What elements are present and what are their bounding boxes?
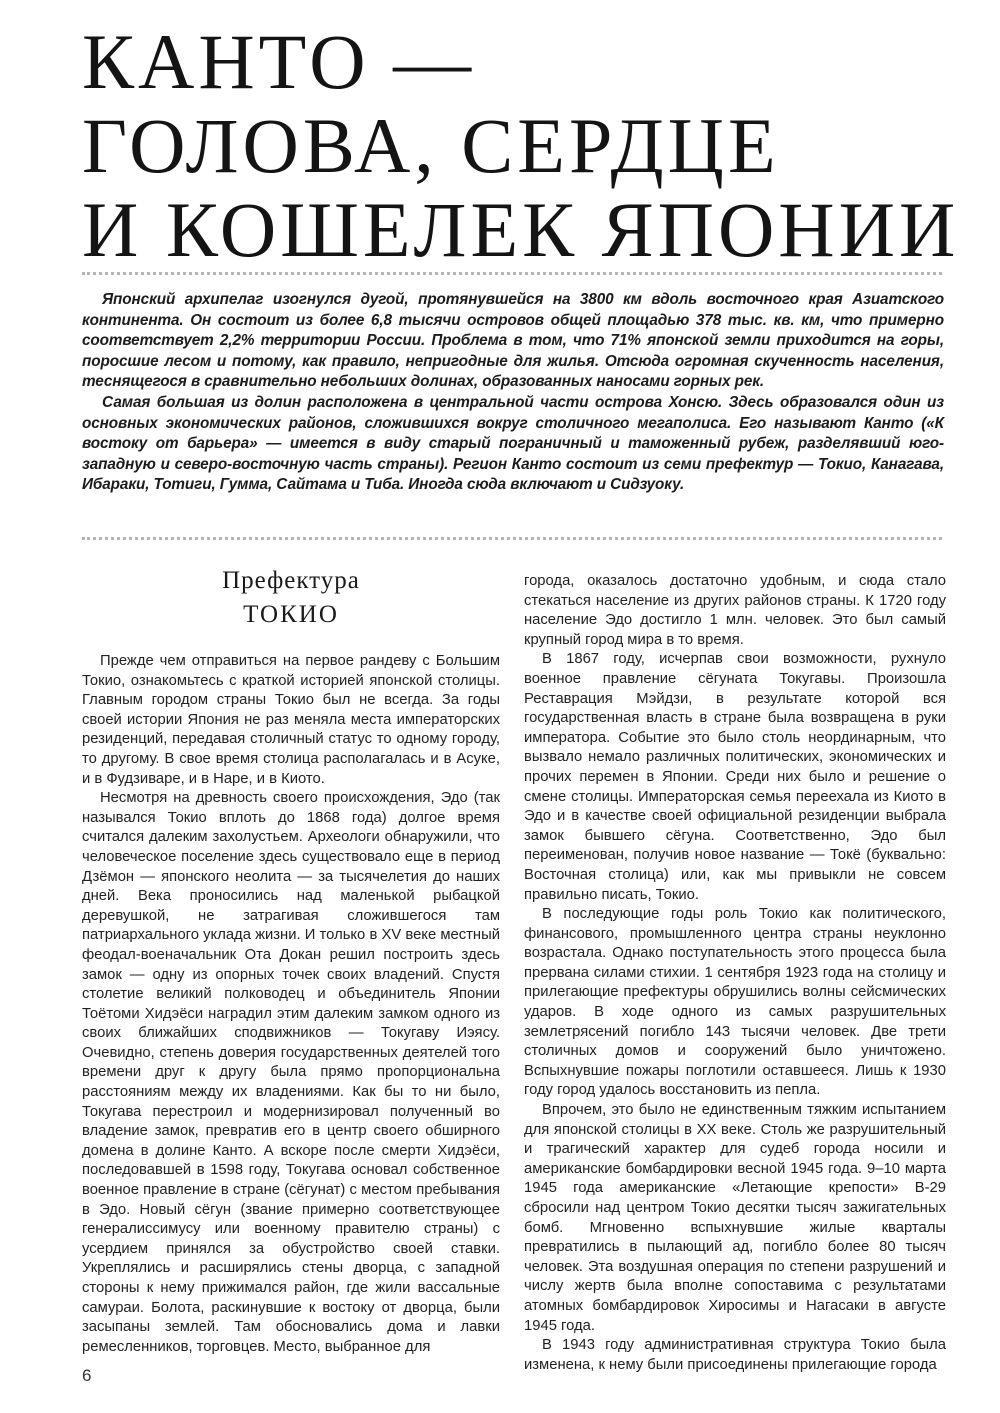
left-text-column bbox=[82, 652, 500, 1357]
body-paragraph: В последующие годы роль Токио как политического, финансового, промышленного центра страны неуклонно возрастала. Однако поступательность этого процесса была прервана силами стихии. 1 сентября 1923 года на столицу и прилегающие префектуры обрушились волны сейсмических ударов. В ходе одного из самых разрушительных землетрясений погибло 143 тысячи человек. Две трети столичных домов и сооружений было уничтожено. Вспыхнувшие пожары поглотили оставшееся. Лишь к 1930 году город удалось восстановить из пепла. bbox=[524, 906, 946, 1099]
lead-paragraph-1: Японский архипелаг изогнулся дугой, протянувшейся на 3800 км вдоль восточного края Азиатского континента. Он состоит из более 6,8 тысячи островов общей площадью 378 тыс. кв. км, что примерно соответствует 2,2% территории России. Проблема в том, что 71% японской земли приходится на горы, поросшие лесом и потому, как правило, непригодные для жилья. Отсюда огромная скученность населения, теснящегося в сравнительно небольших долинах, образованных наносами горных рек. bbox=[82, 291, 944, 391]
body-paragraph: В 1867 году, исчерпав свои возможности, рухнуло военное правление сёгуната Токугавы. Произошла Реставрация Мэйдзи, в результате которой вся государственная власть в стране была возвращена в руки императора. Событие это было столь неординарным, что вызвало немало различных политических, экономических и прочих перемен в Японии. Среди них было и решение о смене столицы. Императорская семья переехала из Киото в Эдо и в качестве своей официальной резиденции выбрала замок бывшего сёгуна. Соответственно, Эдо был переименован, получив новое название — Токё (буквально: Восточная столица) или, как мы привыкли не совсем правильно писать, Токио. bbox=[524, 651, 946, 903]
title-line-1: КАНТО — bbox=[82, 18, 476, 105]
section-heading-line-2: ТОКИО bbox=[243, 601, 339, 628]
body-paragraph: города, оказалось достаточно удобным, и сюда стало стекаться население из других районов страны. К 1720 году население Эдо достигло 1 млн. человек. Это был самый крупный город мира в то время. bbox=[524, 573, 946, 648]
title-line-3: И КОШЕЛЕК ЯПОНИИ bbox=[82, 186, 960, 273]
body-paragraph: Впрочем, это было не единственным тяжким испытанием для японской столицы в XX веке. Столь же разрушительный и трагический характер для судеб города носили и американские бомбардировки весной 1945 года. 9–10 марта 1945 года американские «Летающие крепости» B-29 сбросили над центром Токио десятки тысяч зажигательных бомб. Мгновенно вспыхнувшие жилые кварталы превратились в пылающий ад, погибло более 80 тысяч человек. Эта воздушная операция по степени разрушений и числу жертв была вполне сопоставима с результатами атомных бомбардировок Хиросимы и Нагасаки в августе 1945 года. bbox=[524, 1102, 946, 1334]
title-line-2: ГОЛОВА, СЕРДЦЕ bbox=[82, 102, 780, 189]
bottom-dotted-divider bbox=[82, 537, 942, 540]
section-heading bbox=[82, 566, 500, 634]
body-paragraph: Несмотря на древность своего происхождения, Эдо (так назывался Токио вплоть до 1868 года) долгое время считался далеким захолустьем. Археологи обнаружили, что человеческое поселение здесь существовало еще в период Дзёмон — японского неолита — за тысячелетия до наших дней. Века проносились над маленькой рыбацкой деревушкой, не затрагивая сложившегося там патриархального уклада жизни. И только в XV веке местный феодал-военачальник Ота Докан решил построить здесь замок — одну из опорных точек своих владений. Спустя столетие великий полководец и объединитель Японии Тоётоми Хидэёси наградил этим далеким замком одного из своих ближайших сподвижников — Токугаву Иэясу. Очевидно, степень доверия государственных деятелей того времени друг к другу была прямо пропорциональна расстояниям между их владениями. Как бы то ни было, Токугава перестроил и модернизировал полученный во владение замок, превратив его в центр своего обширного домена в долине Канто. А вскоре после смерти Хидэёси, последовавшей в 1598 году, Токугава основал собственное военное правление в стране (сёгунат) с местом пребывания в Эдо. Новый сёгун (звание примерно соответствующее генералиссимусу или военному правителю страны) с усердием принялся за обустройство своей ставки. Укреплялись и расширялись стены дворца, с западной стороны к нему прижимался район, где жили вассальные самураи. Болота, раскинувшие к востоку от дворца, были засыпаны землей. Там обосновались дома и лавки ремесленников, торговцев. Место, выбранное для bbox=[82, 790, 500, 1355]
body-paragraph: Прежде чем отправиться на первое рандеву с Большим Токио, ознакомьтесь с краткой историей японской столицы. Главным городом страны Токио был не всегда. За годы своей истории Япония не раз меняла места императорских резиденций, передавая столичный статус то одному городу, то другому. В свое время столица располагалась и в Асуке, и в Фудзиваре, и в Наре, и в Киото. bbox=[82, 653, 500, 787]
section-heading-line-1: Префектура bbox=[222, 567, 360, 594]
top-dotted-divider bbox=[82, 272, 942, 275]
page-number: 6 bbox=[82, 1366, 92, 1385]
lead-intro bbox=[82, 290, 944, 496]
body-paragraph: В 1943 году административная структура Токио была изменена, к нему были присоединены прилегающие города bbox=[524, 1337, 946, 1373]
right-text-column bbox=[524, 572, 946, 1375]
lead-paragraph-2: Самая большая из долин расположена в центральной части острова Хонсю. Здесь образовался один из основных экономических районов, сложившихся вокруг столичного мегаполиса. Его называют Канто («К востоку от барьера» — имеется в виду старый пограничный и таможенный рубеж, разделявший юго-западную и северо-восточную часть страны). Регион Канто состоит из семи префектур — Токио, Канагава, Ибараки, Тотиги, Гумма, Сайтама и Тиба. Иногда сюда включают и Сидзуоку. bbox=[82, 393, 944, 494]
page-title bbox=[82, 20, 962, 272]
